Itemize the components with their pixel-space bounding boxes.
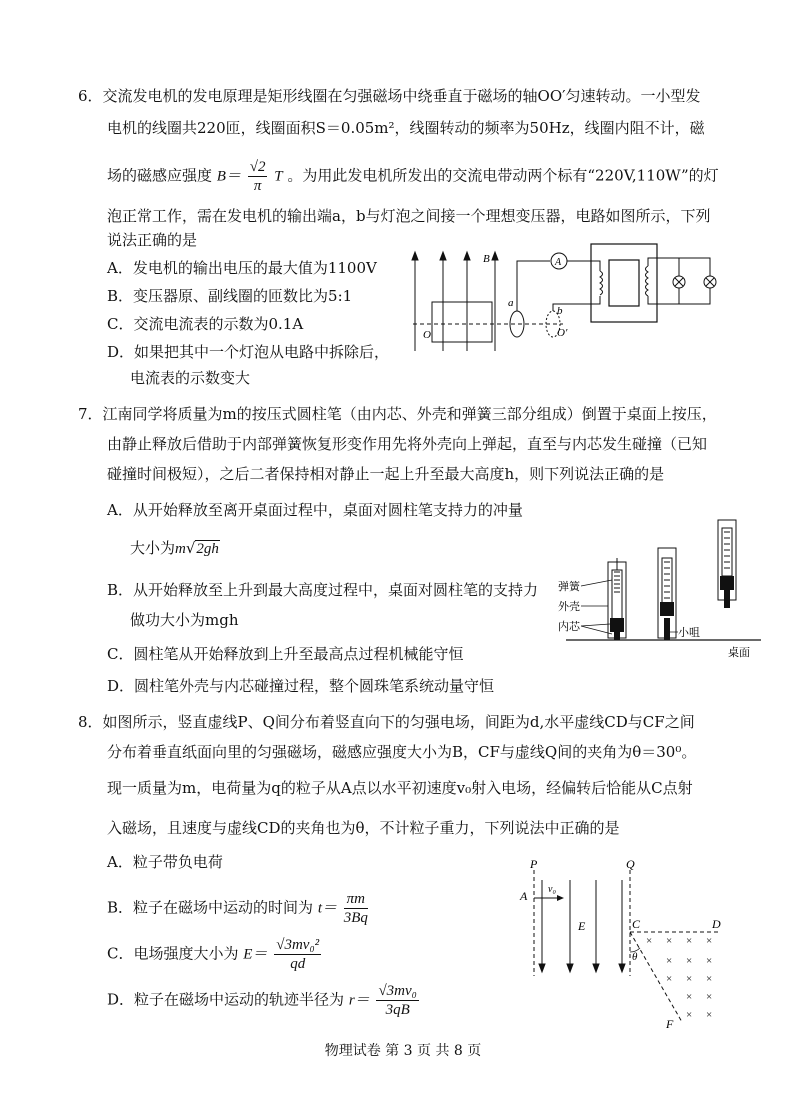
q7-pen-figure — [556, 518, 766, 663]
q8-option-c — [107, 936, 323, 973]
q8-option-b-fraction — [344, 890, 368, 927]
q7-fig-label-spring: 弹簧 — [558, 581, 580, 593]
q6-option-d: D．如果把其中一个灯泡从电路中拆除后， — [107, 343, 390, 361]
q7-option-a-pre: 大小为 — [130, 539, 176, 557]
q8-field-figure — [510, 856, 730, 1036]
q6-option-b: B．变压器原、副线圈的匝数比为5:1 — [107, 287, 353, 305]
q6-line-3-pre: 场的磁感应强度 — [107, 166, 213, 185]
q8-fig-label-E: E — [578, 919, 586, 933]
q8-option-b-num: πm — [344, 890, 368, 909]
q8-fig-label-P: P — [530, 857, 538, 871]
q8-line-3: 现一质量为m，电荷量为q的粒子从A点以水平初速度v₀射入电场，经偏转后恰能从C点射 — [107, 779, 693, 797]
q8-option-c-lhs: E＝ — [243, 946, 268, 963]
q8-option-b-den: 3Bq — [343, 910, 368, 926]
q7-line-3: 碰撞时间极短），之后二者保持相对静止一起上升至最大高度h，则下列说法正确的是 — [107, 465, 665, 483]
q7-line-1: 7．江南同学将质量为m的按压式圆柱笔（由内芯、外壳和弹簧三部分组成）倒置于桌面上按压， — [78, 405, 717, 423]
q6-line-2: 电机的线圈共220匝，线圈面积S＝0.05m²，线圈转动的频率为50Hz，线圈内阻不计，磁 — [107, 119, 705, 137]
q8-option-d-den: 3qB — [385, 1002, 410, 1018]
q8-option-c-num: √3mv₀² — [276, 937, 320, 953]
q7-option-a-root: 2gh — [196, 541, 219, 557]
q8-magnetic-field-crosses — [646, 935, 712, 1021]
q6-B-label: B＝ — [216, 168, 241, 185]
q6-generator-circuit-figure — [405, 236, 730, 366]
q8-line-4: 入磁场，且速度与虚线CD的夹角也为θ，不计粒子重力，下列说法中正确的是 — [107, 819, 620, 837]
svg-text:×: × — [686, 1009, 693, 1021]
q8-option-d-fraction — [376, 982, 418, 1019]
q8-fig-label-Q: Q — [626, 857, 635, 871]
q8-option-a: A．粒子带负电荷 — [107, 853, 223, 871]
q6-B-unit: T — [274, 168, 283, 185]
q6-line-3-post: 。为用此发电机所发出的交流电带动两个标有“220V,110W”的灯 — [287, 166, 719, 185]
svg-text:×: × — [686, 991, 693, 1003]
q7-option-b-cont: 做功大小为mgh — [130, 611, 239, 629]
svg-text:×: × — [686, 973, 693, 985]
q8-fig-label-F: F — [666, 1017, 674, 1031]
q7-option-a-cont: 大小为m√2gh — [130, 539, 219, 557]
svg-text:×: × — [706, 1009, 713, 1021]
svg-text:×: × — [706, 935, 713, 947]
q8-option-c-fraction — [274, 936, 321, 973]
q8-line-1: 8．如图所示，竖直虚线P、Q间分布着竖直向下的匀强电场，间距为d,水平虚线CD与CF之间 — [78, 713, 695, 731]
q7-fig-label-core: 内芯 — [558, 621, 580, 633]
q8-option-d-num: √3mv₀ — [378, 983, 417, 999]
q8-option-d-lhs: r＝ — [348, 992, 370, 1009]
q6-lamp-1-icon — [673, 276, 685, 288]
svg-text:×: × — [666, 935, 673, 947]
q7-fig-label-shell: 外壳 — [558, 601, 580, 613]
q8-fig-label-v0: v₀ — [548, 884, 556, 895]
q8-fig-label-C: C — [632, 917, 641, 931]
q8-option-c-den: qd — [290, 956, 306, 972]
q6-fig-label-B: B — [483, 253, 490, 265]
q6-B-denominator: π — [253, 178, 262, 194]
q7-line-2: 由静止释放后借助于内部弹簧恢复形变作用先将外壳向上弹起，直至与内芯发生碰撞（已知 — [107, 435, 708, 453]
q6-fig-label-O2: O′ — [557, 327, 568, 339]
q6-option-c: C．交流电流表的示数为0.1A — [107, 315, 304, 333]
svg-text:×: × — [666, 955, 673, 967]
q7-option-a: A．从开始释放至离开桌面过程中，桌面对圆柱笔支持力的冲量 — [107, 501, 523, 519]
q8-fig-label-theta: θ — [632, 951, 638, 963]
q6-fig-label-a: a — [508, 297, 514, 309]
q8-option-c-pre: C．电场强度大小为 — [107, 944, 239, 963]
svg-text:×: × — [666, 973, 673, 985]
q8-fig-label-D: D — [712, 917, 721, 931]
q7-option-c: C．圆柱笔从开始释放到上升至最高点过程机械能守恒 — [107, 645, 464, 663]
q6-fig-label-O: O — [423, 329, 431, 341]
q6-line-5: 说法正确的是 — [107, 231, 198, 249]
q6-lamp-2-icon — [704, 276, 716, 288]
q7-option-d: D．圆柱笔外壳与内芯碰撞过程，整个圆珠笔系统动量守恒 — [107, 677, 495, 695]
q6-fig-ammeter-label: A — [555, 257, 562, 268]
q7-fig-label-hole: 小咀 — [678, 627, 700, 639]
q8-line-2: 分布着垂直纸面向里的匀强磁场，磁感应强度大小为B，CF与虚线Q间的夹角为θ＝30⁰。 — [107, 743, 697, 761]
q7-fig-label-desk: 桌面 — [728, 647, 750, 659]
q8-option-b-pre: B．粒子在磁场中运动的时间为 — [107, 898, 314, 917]
svg-text:×: × — [686, 955, 693, 967]
q8-option-d-pre: D．粒子在磁场中运动的轨迹半径为 — [107, 990, 345, 1009]
q8-option-b-lhs: t＝ — [317, 900, 337, 917]
q7-option-a-m: m — [175, 541, 186, 557]
q6-B-numerator: √2 — [249, 159, 266, 175]
svg-text:×: × — [686, 935, 693, 947]
q6-line-3 — [107, 158, 719, 195]
svg-text:×: × — [646, 935, 653, 947]
q7-option-b: B．从开始释放至上升到最大高度过程中，桌面对圆柱笔的支持力 — [107, 581, 539, 599]
svg-text:×: × — [706, 973, 713, 985]
q8-option-b — [107, 890, 370, 927]
q6-option-a: A．发电机的输出电压的最大值为1100V — [107, 259, 377, 277]
page-footer: 物理试卷 第 3 页 共 8 页 — [324, 1043, 482, 1059]
svg-text:×: × — [706, 991, 713, 1003]
q6-line-1: 6．交流发电机的发电原理是矩形线圈在匀强磁场中绕垂直于磁场的轴OO′匀速转动。一小型发 — [78, 87, 701, 105]
q6-fig-label-b: b — [557, 305, 563, 317]
svg-text:×: × — [706, 955, 713, 967]
q8-fig-label-A: A — [520, 889, 528, 903]
q6-line-4: 泡正常工作，需在发电机的输出端a，b与灯泡之间接一个理想变压器，电路如图所示，下列 — [107, 207, 711, 225]
q8-option-d — [107, 982, 421, 1019]
q6-option-d-cont: 电流表的示数变大 — [130, 369, 251, 387]
q6-B-fraction — [248, 158, 268, 195]
